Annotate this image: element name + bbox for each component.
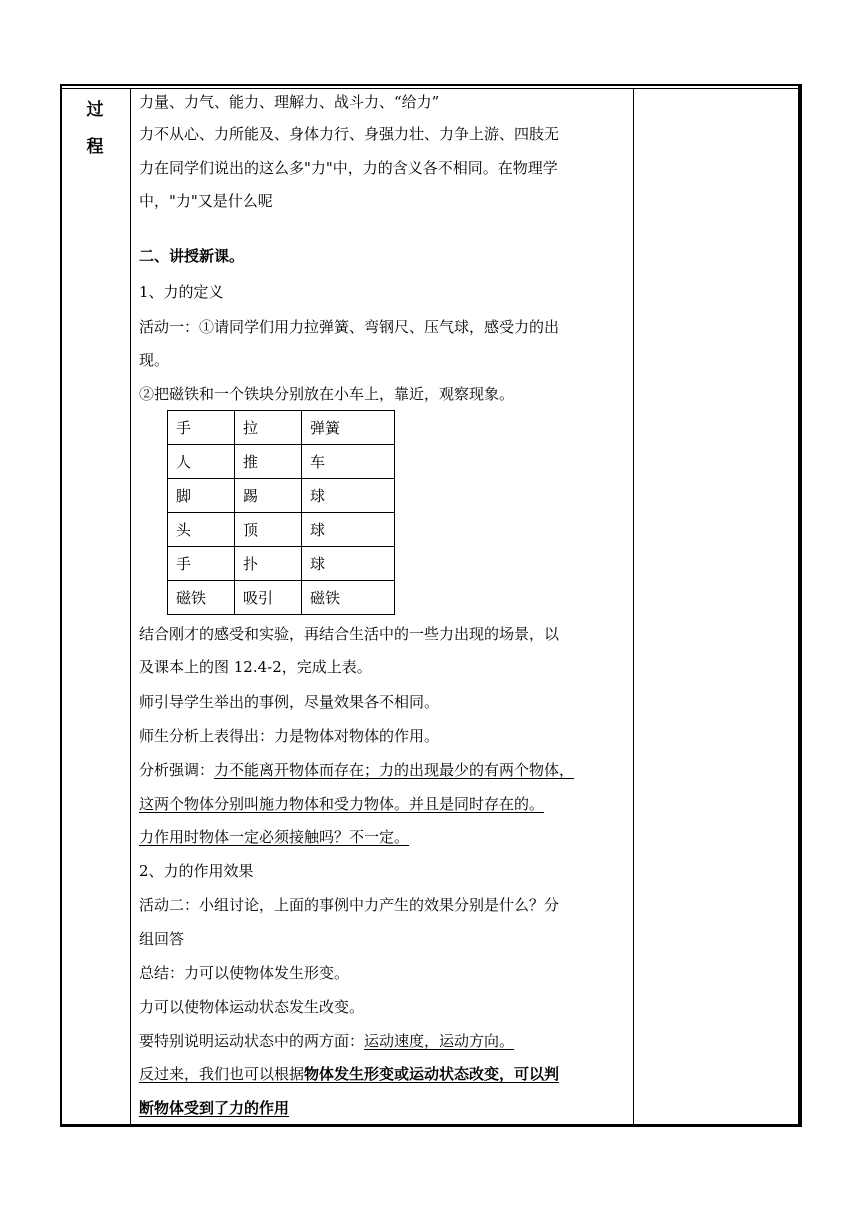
activity2-line-2: 组回答 bbox=[139, 930, 185, 948]
after-table-line-1: 结合刚才的感受和实验，再结合生活中的一些力出现的场景，以 bbox=[139, 625, 560, 643]
table-cell: 磁铁 bbox=[302, 581, 395, 615]
table-border-left bbox=[60, 84, 62, 1127]
activity2-line-4: 力可以使物体运动状态发生改变。 bbox=[139, 998, 365, 1016]
intro-line-4: 中，"力"又是什么呢 bbox=[139, 192, 273, 210]
intro-line-1: 力量、力气、能力、理解力、战斗力、“给力” bbox=[139, 93, 440, 111]
intro-line-2: 力不从心、力所能及、身体力行、身强力壮、力争上游、四肢无 bbox=[139, 125, 560, 143]
table-border-bottom bbox=[60, 1124, 802, 1127]
intro-line-3: 力在同学们说出的这么多"力"中，力的含义各不相同。在物理学 bbox=[139, 159, 558, 177]
activity1-line-1: 活动一：①请同学们用力拉弹簧、弯钢尺、压气球，感受力的出 bbox=[139, 318, 560, 336]
activity2-line-3: 总结：力可以使物体发生形变。 bbox=[139, 964, 350, 982]
emphasis-line-2: 这两个物体分别叫施力物体和受力物体。并且是同时存在的。 bbox=[139, 795, 545, 813]
table-cell: 球 bbox=[302, 513, 395, 547]
subsection-title-1: 1、力的定义 bbox=[139, 283, 224, 301]
table-cell: 顶 bbox=[235, 513, 302, 547]
table-border-top bbox=[60, 84, 802, 86]
table-border-right bbox=[798, 84, 802, 1127]
table-cell: 弹簧 bbox=[302, 411, 395, 445]
table-inner-border-top bbox=[62, 88, 799, 89]
conclusion-part1: 反过来，我们也可以根据 bbox=[139, 1065, 305, 1083]
conclusion-line-1 bbox=[139, 1064, 559, 1084]
column-divider-1 bbox=[130, 88, 131, 1124]
motion-note bbox=[139, 1031, 514, 1051]
column-divider-2 bbox=[633, 88, 634, 1124]
motion-note-underlined: 运动速度，运动方向。 bbox=[364, 1032, 515, 1050]
conclusion-part2: 物体发生形变或运动状态改变，可以判 bbox=[304, 1065, 560, 1083]
emphasis-prefix: 分析强调： bbox=[139, 761, 215, 779]
table-cell: 头 bbox=[168, 513, 235, 547]
table-cell: 拉 bbox=[235, 411, 302, 445]
side-label-char-1: 过 bbox=[86, 100, 104, 120]
table-row bbox=[168, 445, 395, 479]
motion-note-prefix: 要特别说明运动状态中的两方面： bbox=[139, 1032, 365, 1050]
table-cell: 车 bbox=[302, 445, 395, 479]
table-row bbox=[168, 479, 395, 513]
table-cell: 推 bbox=[235, 445, 302, 479]
section-heading: 二、讲授新课。 bbox=[139, 247, 245, 265]
table-cell: 吸引 bbox=[235, 581, 302, 615]
force-examples-table bbox=[167, 410, 395, 615]
emphasis-text-1: 力不能离开物体而存在；力的出现最少的有两个物体， bbox=[214, 761, 575, 779]
table-cell: 手 bbox=[168, 411, 235, 445]
table-cell: 人 bbox=[168, 445, 235, 479]
table-row bbox=[168, 513, 395, 547]
emphasis-line-3: 力作用时物体一定必须接触吗？不一定。 bbox=[139, 828, 410, 846]
table-row bbox=[168, 581, 395, 615]
subsection-title-2: 2、力的作用效果 bbox=[139, 862, 254, 880]
table-cell: 球 bbox=[302, 547, 395, 581]
table-row bbox=[168, 547, 395, 581]
activity1-line-2: 现。 bbox=[139, 351, 170, 369]
after-table-line-3: 师引导学生举出的事例，尽量效果各不相同。 bbox=[139, 693, 440, 711]
emphasis-line-1 bbox=[139, 760, 574, 780]
table-cell: 手 bbox=[168, 547, 235, 581]
table-row bbox=[168, 411, 395, 445]
table-cell: 磁铁 bbox=[168, 581, 235, 615]
activity2-line-1: 活动二：小组讨论，上面的事例中力产生的效果分别是什么？分 bbox=[139, 896, 560, 914]
after-table-line-4: 师生分析上表得出：力是物体对物体的作用。 bbox=[139, 727, 440, 745]
activity1-line-3: ②把磁铁和一个铁块分别放在小车上，靠近，观察现象。 bbox=[139, 385, 515, 403]
table-cell: 扑 bbox=[235, 547, 302, 581]
table-cell: 脚 bbox=[168, 479, 235, 513]
conclusion-line-2: 断物体受到了力的作用 bbox=[139, 1099, 290, 1117]
after-table-line-2: 及课本上的图 12.4-2，完成上表。 bbox=[139, 658, 372, 676]
table-cell: 球 bbox=[302, 479, 395, 513]
side-label-char-2: 程 bbox=[86, 137, 104, 157]
table-cell: 踢 bbox=[235, 479, 302, 513]
